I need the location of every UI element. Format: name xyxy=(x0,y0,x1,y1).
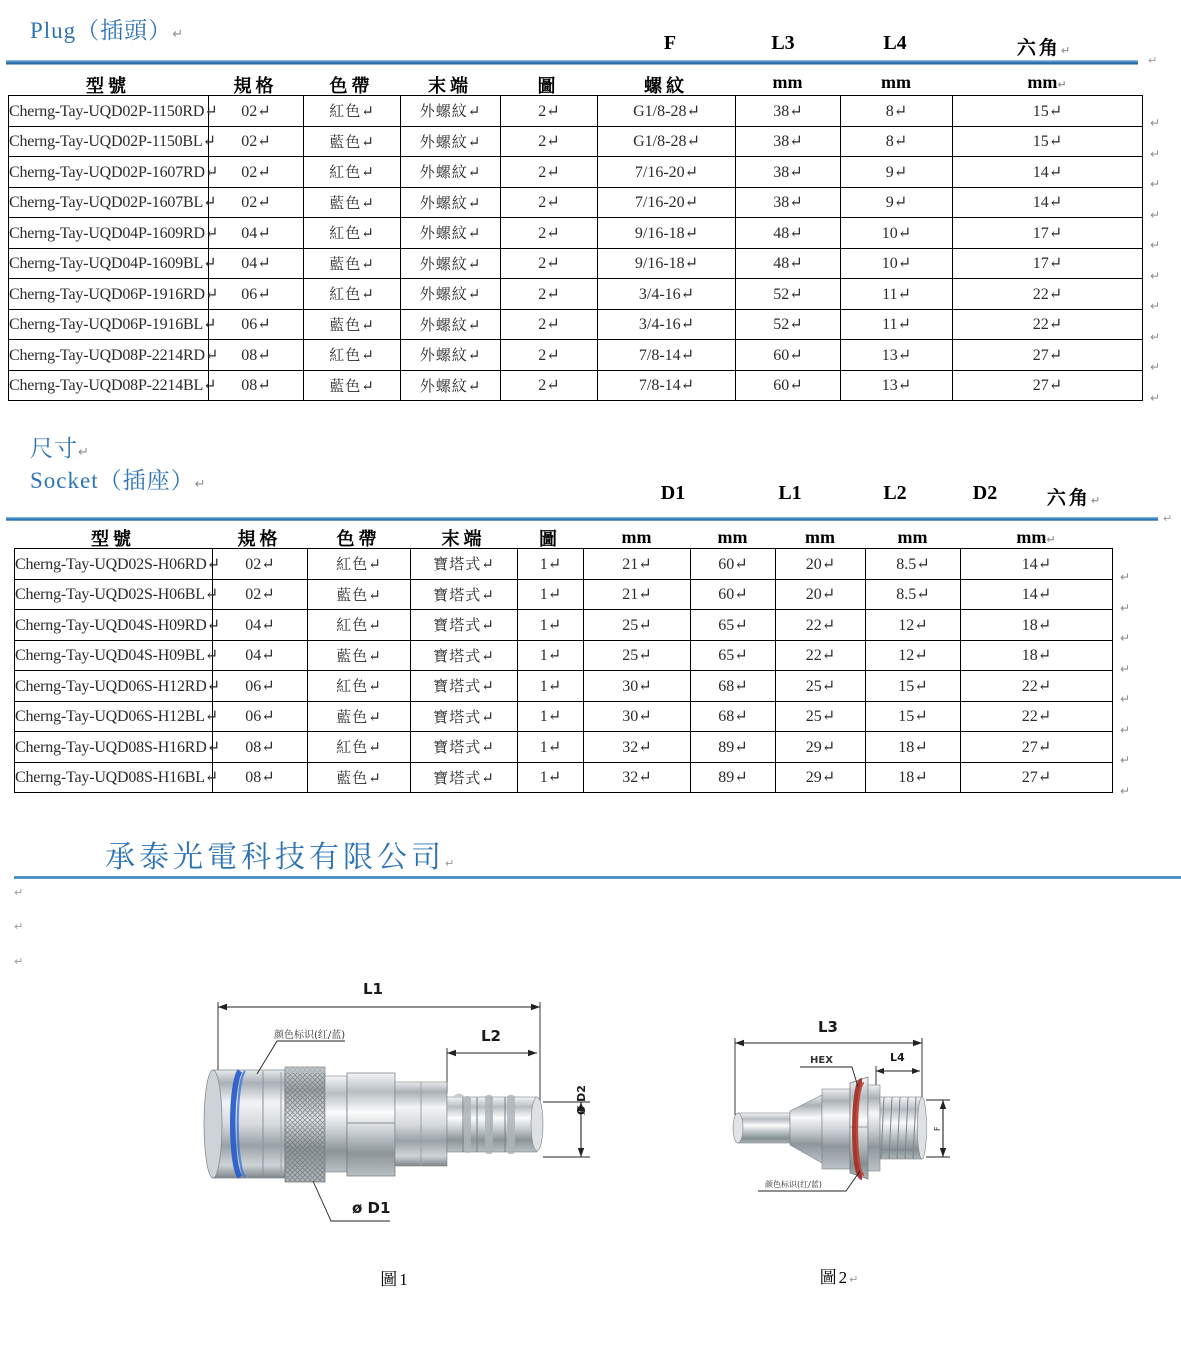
socket-section-title xyxy=(30,462,207,495)
socket-col-header-d1-mm: mm xyxy=(621,527,652,547)
plug-table-row-marks xyxy=(1150,108,1160,413)
socket-group-header-hex xyxy=(1020,483,1130,510)
table-row xyxy=(15,640,1113,671)
cell-l4: 11↵ xyxy=(841,309,953,340)
cell-l3: 52↵ xyxy=(736,309,841,340)
cell-l1: 65↵ xyxy=(691,610,776,641)
pilcrow-mark: ↵ xyxy=(1120,692,1131,707)
cell-l2: 29↵ xyxy=(776,732,866,763)
table-row xyxy=(9,340,1143,371)
cell-spec: 04↵ xyxy=(209,218,304,249)
plug-group-header-hex-text: 六角 xyxy=(1016,38,1061,59)
cell-d2: 18↵ xyxy=(866,732,961,763)
table-row xyxy=(9,248,1143,279)
pilcrow-mark: ↵ xyxy=(1120,722,1131,737)
socket-col-header-l1-mm: mm xyxy=(717,527,748,547)
plug-col-header-hex-mm-text: mm xyxy=(1027,72,1058,92)
cell-color-band: 紅色↵ xyxy=(304,340,401,371)
socket-group-header-d1: D1 xyxy=(660,482,686,504)
cell-spec: 06↵ xyxy=(213,701,308,732)
table-row xyxy=(9,370,1143,401)
plug-table-body xyxy=(9,96,1143,401)
cell-l2: 20↵ xyxy=(776,579,866,610)
cell-model: Cherng-Tay-UQD04S-H09RD↵ xyxy=(15,610,213,641)
cell-l3: 52↵ xyxy=(736,279,841,310)
cell-spec: 02↵ xyxy=(209,126,304,157)
cell-figure-ref: 1↵ xyxy=(518,671,584,702)
cell-thread: 7/16-20↵ xyxy=(598,157,736,188)
figure-2-caption xyxy=(800,1263,880,1288)
cell-color-band: 紅色↵ xyxy=(304,218,401,249)
cell-hex: 22↵ xyxy=(953,279,1143,310)
pilcrow-mark: ↵ xyxy=(1046,533,1056,546)
pilcrow-mark: ↵ xyxy=(1057,78,1067,91)
cell-l1: 65↵ xyxy=(691,640,776,671)
cell-d2: 15↵ xyxy=(866,671,961,702)
figure-2 xyxy=(700,1005,1020,1295)
cell-spec: 02↵ xyxy=(213,549,308,580)
cell-color-band: 紅色↵ xyxy=(308,610,411,641)
cell-figure-ref: 1↵ xyxy=(518,610,584,641)
table-row xyxy=(9,96,1143,127)
cell-figure-ref: 2↵ xyxy=(501,157,598,188)
table-row xyxy=(15,549,1113,580)
pilcrow-mark: ↵ xyxy=(1150,360,1161,375)
pilcrow-mark: ↵ xyxy=(1120,783,1131,798)
cell-end-type: 寶塔式↵ xyxy=(411,640,518,671)
cell-color-band: 藍色↵ xyxy=(308,701,411,732)
pilcrow-mark: ↵ xyxy=(1150,390,1161,405)
plug-col-header-model: 型號 xyxy=(86,76,130,96)
cell-d1: 21↵ xyxy=(584,549,691,580)
cell-hex: 17↵ xyxy=(953,218,1143,249)
pilcrow-mark: ↵ xyxy=(1120,631,1131,646)
cell-hex: 22↵ xyxy=(961,701,1113,732)
cell-model: Cherng-Tay-UQD04P-1609RD↵ xyxy=(9,218,209,249)
figure-1-dim-l1: L1 xyxy=(363,980,383,998)
figure-2-color-note: 颜色标识(红/蓝) xyxy=(765,1180,822,1189)
cell-hex: 27↵ xyxy=(961,732,1113,763)
cell-end-type: 外螺紋↵ xyxy=(401,309,501,340)
cell-d2: 18↵ xyxy=(866,762,961,793)
cell-end-type: 寶塔式↵ xyxy=(411,579,518,610)
cell-d1: 21↵ xyxy=(584,579,691,610)
plug-col-header-l4-mm: mm xyxy=(881,72,911,92)
cell-end-type: 寶塔式↵ xyxy=(411,549,518,580)
cell-color-band: 紅色↵ xyxy=(308,549,411,580)
company-name-text: 承泰光電科技有限公司 xyxy=(105,841,445,874)
cell-spec: 08↵ xyxy=(213,732,308,763)
socket-col-header-l2-mm: mm xyxy=(805,527,835,547)
cell-color-band: 藍色↵ xyxy=(304,126,401,157)
socket-table xyxy=(14,548,1113,793)
cell-color-band: 藍色↵ xyxy=(304,309,401,340)
cell-color-band: 紅色↵ xyxy=(304,279,401,310)
cell-figure-ref: 2↵ xyxy=(501,187,598,218)
cell-thread: 9/16-18↵ xyxy=(598,248,736,279)
cell-hex: 18↵ xyxy=(961,610,1113,641)
cell-d1: 30↵ xyxy=(584,701,691,732)
socket-col-header-hex-mm-text: mm xyxy=(1016,527,1047,547)
cell-model: Cherng-Tay-UQD02P-1150BL↵ xyxy=(9,126,209,157)
cell-hex: 22↵ xyxy=(961,671,1113,702)
cell-l2: 20↵ xyxy=(776,549,866,580)
cell-model: Cherng-Tay-UQD06S-H12BL↵ xyxy=(15,701,213,732)
cell-thread: 3/4-16↵ xyxy=(598,309,736,340)
cell-end-type: 寶塔式↵ xyxy=(411,610,518,641)
cell-thread: 9/16-18↵ xyxy=(598,218,736,249)
table-row xyxy=(15,701,1113,732)
cell-l3: 38↵ xyxy=(736,96,841,127)
pilcrow-mark: ↵ xyxy=(78,445,90,460)
cell-end-type: 寶塔式↵ xyxy=(411,671,518,702)
cell-end-type: 外螺紋↵ xyxy=(401,218,501,249)
cell-l4: 8↵ xyxy=(841,126,953,157)
cell-l4: 8↵ xyxy=(841,96,953,127)
cell-spec: 08↵ xyxy=(209,370,304,401)
pilcrow-mark: ↵ xyxy=(1150,299,1161,314)
plug-col-header-end: 末端 xyxy=(428,76,472,96)
cell-figure-ref: 1↵ xyxy=(518,579,584,610)
pilcrow-mark: ↵ xyxy=(1090,494,1104,507)
cell-hex: 14↵ xyxy=(961,549,1113,580)
cell-end-type: 外螺紋↵ xyxy=(401,126,501,157)
cell-figure-ref: 2↵ xyxy=(501,309,598,340)
cell-d2: 8.5↵ xyxy=(866,579,961,610)
cell-d2: 12↵ xyxy=(866,640,961,671)
table-row xyxy=(15,610,1113,641)
pilcrow-mark: ↵ xyxy=(194,477,207,492)
company-name xyxy=(105,832,458,876)
pilcrow-mark: ↵ xyxy=(1148,54,1158,67)
cell-d2: 8.5↵ xyxy=(866,549,961,580)
figure-1-dim-d2: Ø D2 xyxy=(575,1085,588,1115)
pilcrow-mark: ↵ xyxy=(1120,600,1131,615)
cell-l4: 10↵ xyxy=(841,218,953,249)
cell-d2: 15↵ xyxy=(866,701,961,732)
figure-2-dim-hex: HEX xyxy=(810,1055,833,1066)
cell-l3: 48↵ xyxy=(736,218,841,249)
figure-1 xyxy=(185,975,615,1295)
cell-end-type: 外螺紋↵ xyxy=(401,157,501,188)
cell-l1: 89↵ xyxy=(691,732,776,763)
table-row xyxy=(15,579,1113,610)
cell-end-type: 外螺紋↵ xyxy=(401,96,501,127)
cell-l3: 38↵ xyxy=(736,187,841,218)
cell-model: Cherng-Tay-UQD06P-1916RD↵ xyxy=(9,279,209,310)
cell-model: Cherng-Tay-UQD06S-H12RD↵ xyxy=(15,671,213,702)
cell-l4: 9↵ xyxy=(841,157,953,188)
cell-model: Cherng-Tay-UQD04P-1609BL↵ xyxy=(9,248,209,279)
pilcrow-mark: ↵ xyxy=(1120,661,1131,676)
cell-d1: 32↵ xyxy=(584,732,691,763)
figure-2-dim-l4: L4 xyxy=(890,1051,905,1064)
cell-spec: 06↵ xyxy=(209,279,304,310)
cell-d1: 30↵ xyxy=(584,671,691,702)
cell-thread: 7/8-14↵ xyxy=(598,340,736,371)
cell-end-type: 外螺紋↵ xyxy=(401,340,501,371)
cell-spec: 06↵ xyxy=(209,309,304,340)
cell-model: Cherng-Tay-UQD02P-1607RD↵ xyxy=(9,157,209,188)
pilcrow-mark: ↵ xyxy=(14,886,24,899)
figure-1-drawing xyxy=(185,975,615,1295)
cell-model: Cherng-Tay-UQD08S-H16RD↵ xyxy=(15,732,213,763)
cell-l2: 22↵ xyxy=(776,610,866,641)
socket-title-text: Socket（插座） xyxy=(30,468,195,493)
cell-l1: 60↵ xyxy=(691,549,776,580)
socket-col-header-figure: 圖 xyxy=(539,529,561,549)
cell-hex: 18↵ xyxy=(961,640,1113,671)
table-row xyxy=(9,279,1143,310)
plug-col-header-figure: 圖 xyxy=(537,76,560,96)
cell-l4: 9↵ xyxy=(841,187,953,218)
cell-thread: G1/8-28↵ xyxy=(598,96,736,127)
cell-color-band: 藍色↵ xyxy=(304,248,401,279)
pilcrow-mark: ↵ xyxy=(1150,146,1161,161)
cell-figure-ref: 2↵ xyxy=(501,340,598,371)
pilcrow-mark: ↵ xyxy=(1060,44,1074,57)
table-row xyxy=(9,126,1143,157)
cell-color-band: 紅色↵ xyxy=(308,671,411,702)
cell-l4: 13↵ xyxy=(841,370,953,401)
cell-l2: 29↵ xyxy=(776,762,866,793)
cell-l1: 89↵ xyxy=(691,762,776,793)
plug-group-header-hex xyxy=(980,33,1110,60)
cell-spec: 04↵ xyxy=(209,248,304,279)
plug-group-header-l4: L4 xyxy=(883,32,907,54)
cell-hex: 17↵ xyxy=(953,248,1143,279)
socket-table-body xyxy=(15,549,1113,793)
plug-col-header-spec: 規格 xyxy=(233,76,278,96)
cell-end-type: 外螺紋↵ xyxy=(401,370,501,401)
cell-spec: 02↵ xyxy=(209,157,304,188)
cell-l2: 25↵ xyxy=(776,671,866,702)
socket-header-rule xyxy=(6,517,1158,521)
figure-1-caption: 圖1 xyxy=(380,1270,410,1289)
cell-figure-ref: 1↵ xyxy=(518,732,584,763)
pilcrow-mark: ↵ xyxy=(1150,268,1161,283)
plug-group-header-f: F xyxy=(663,32,677,54)
table-row xyxy=(15,671,1113,702)
plug-title-text: Plug（插頭） xyxy=(30,18,173,43)
figure-2-caption-text: 圖2 xyxy=(819,1268,850,1287)
socket-col-header-d2-mm: mm xyxy=(897,527,928,547)
table-row xyxy=(9,309,1143,340)
cell-l1: 68↵ xyxy=(691,701,776,732)
cell-figure-ref: 1↵ xyxy=(518,549,584,580)
cell-hex: 27↵ xyxy=(961,762,1113,793)
pilcrow-mark: ↵ xyxy=(1150,238,1161,253)
figure-2-dim-l3: L3 xyxy=(818,1018,838,1036)
cell-end-type: 外螺紋↵ xyxy=(401,279,501,310)
cell-color-band: 藍色↵ xyxy=(308,640,411,671)
table-row xyxy=(9,218,1143,249)
cell-hex: 27↵ xyxy=(953,340,1143,371)
cell-l1: 60↵ xyxy=(691,579,776,610)
socket-col-header-end: 末端 xyxy=(441,529,486,549)
cell-figure-ref: 1↵ xyxy=(518,640,584,671)
cell-model: Cherng-Tay-UQD02P-1607BL↵ xyxy=(9,187,209,218)
cell-spec: 02↵ xyxy=(209,187,304,218)
cell-figure-ref: 2↵ xyxy=(501,126,598,157)
figure-2-drawing xyxy=(700,1005,1020,1295)
plug-col-header-band: 色帶 xyxy=(329,76,374,96)
cell-figure-ref: 2↵ xyxy=(501,279,598,310)
cell-model: Cherng-Tay-UQD02S-H06RD↵ xyxy=(15,549,213,580)
cell-color-band: 紅色↵ xyxy=(304,157,401,188)
cell-figure-ref: 2↵ xyxy=(501,218,598,249)
plug-group-header-l3: L3 xyxy=(771,32,795,54)
plug-col-header-hex-mm xyxy=(952,72,1142,93)
figure-2-dim-f: F xyxy=(933,1126,942,1131)
cell-l4: 11↵ xyxy=(841,279,953,310)
cell-hex: 27↵ xyxy=(953,370,1143,401)
cell-hex: 14↵ xyxy=(961,579,1113,610)
cell-model: Cherng-Tay-UQD04S-H09BL↵ xyxy=(15,640,213,671)
cell-thread: 7/16-20↵ xyxy=(598,187,736,218)
table-row xyxy=(9,187,1143,218)
cell-l2: 22↵ xyxy=(776,640,866,671)
plug-col-header-thread: 螺紋 xyxy=(644,76,688,96)
socket-col-header-band: 色帶 xyxy=(336,529,381,549)
dimension-label xyxy=(30,430,90,463)
socket-col-header-hex-mm xyxy=(960,527,1112,548)
cell-color-band: 藍色↵ xyxy=(304,187,401,218)
cell-l3: 38↵ xyxy=(736,126,841,157)
cell-model: Cherng-Tay-UQD06P-1916BL↵ xyxy=(9,309,209,340)
cell-d2: 12↵ xyxy=(866,610,961,641)
plug-header-rule xyxy=(6,60,1138,65)
cell-model: Cherng-Tay-UQD08P-2214RD↵ xyxy=(9,340,209,371)
cell-figure-ref: 2↵ xyxy=(501,96,598,127)
pilcrow-mark: ↵ xyxy=(1150,177,1161,192)
socket-col-header-spec: 規格 xyxy=(237,529,282,549)
cell-thread: 3/4-16↵ xyxy=(598,279,736,310)
cell-figure-ref: 1↵ xyxy=(518,701,584,732)
cell-l3: 38↵ xyxy=(736,157,841,188)
cell-figure-ref: 2↵ xyxy=(501,370,598,401)
cell-model: Cherng-Tay-UQD02P-1150RD↵ xyxy=(9,96,209,127)
cell-hex: 14↵ xyxy=(953,157,1143,188)
cell-figure-ref: 2↵ xyxy=(501,248,598,279)
cell-color-band: 藍色↵ xyxy=(308,762,411,793)
cell-hex: 14↵ xyxy=(953,187,1143,218)
figure-1-dim-l2: L2 xyxy=(481,1027,501,1045)
cell-l4: 13↵ xyxy=(841,340,953,371)
pilcrow-mark: ↵ xyxy=(14,920,24,933)
pilcrow-mark: ↵ xyxy=(1120,570,1131,585)
cell-color-band: 藍色↵ xyxy=(304,370,401,401)
cell-hex: 15↵ xyxy=(953,126,1143,157)
plug-col-header-l3-mm: mm xyxy=(772,72,803,92)
cell-d1: 25↵ xyxy=(584,640,691,671)
cell-model: Cherng-Tay-UQD02S-H06BL↵ xyxy=(15,579,213,610)
cell-spec: 02↵ xyxy=(213,579,308,610)
cell-end-type: 寶塔式↵ xyxy=(411,732,518,763)
cell-d1: 25↵ xyxy=(584,610,691,641)
cell-l3: 48↵ xyxy=(736,248,841,279)
cell-end-type: 外螺紋↵ xyxy=(401,187,501,218)
pilcrow-mark: ↵ xyxy=(1150,116,1161,131)
pilcrow-mark: ↵ xyxy=(1120,753,1131,768)
table-row xyxy=(9,157,1143,188)
plug-section-title xyxy=(30,12,184,45)
cell-figure-ref: 1↵ xyxy=(518,762,584,793)
cell-thread: G1/8-28↵ xyxy=(598,126,736,157)
cell-model: Cherng-Tay-UQD08S-H16BL↵ xyxy=(15,762,213,793)
socket-group-header-d2: D2 xyxy=(972,482,998,504)
cell-hex: 15↵ xyxy=(953,96,1143,127)
cell-spec: 04↵ xyxy=(213,640,308,671)
cell-color-band: 紅色↵ xyxy=(308,732,411,763)
cell-end-type: 寶塔式↵ xyxy=(411,762,518,793)
cell-l2: 25↵ xyxy=(776,701,866,732)
cell-model: Cherng-Tay-UQD08P-2214BL↵ xyxy=(9,370,209,401)
socket-group-header-hex-text: 六角 xyxy=(1046,488,1091,509)
pilcrow-mark: ↵ xyxy=(1150,329,1161,344)
pilcrow-mark: ↵ xyxy=(14,955,24,968)
cell-color-band: 紅色↵ xyxy=(304,96,401,127)
socket-table-row-marks xyxy=(1120,562,1130,806)
cell-spec: 08↵ xyxy=(209,340,304,371)
cell-color-band: 藍色↵ xyxy=(308,579,411,610)
company-rule xyxy=(14,876,1181,879)
cell-end-type: 寶塔式↵ xyxy=(411,701,518,732)
cell-l1: 68↵ xyxy=(691,671,776,702)
cell-d1: 32↵ xyxy=(584,762,691,793)
socket-group-header-l2: L2 xyxy=(883,482,907,504)
pilcrow-mark: ↵ xyxy=(1163,512,1173,525)
plug-table xyxy=(8,95,1143,401)
dimension-label-text: 尺寸 xyxy=(30,436,78,461)
cell-hex: 22↵ xyxy=(953,309,1143,340)
cell-spec: 02↵ xyxy=(209,96,304,127)
pilcrow-mark: ↵ xyxy=(445,857,459,870)
cell-spec: 04↵ xyxy=(213,610,308,641)
pilcrow-mark: ↵ xyxy=(1150,207,1161,222)
figure-1-color-note: 颜色标识(红/蓝) xyxy=(274,1030,346,1041)
table-row xyxy=(15,732,1113,763)
socket-group-header-l1: L1 xyxy=(778,482,802,504)
table-row xyxy=(15,762,1113,793)
cell-l3: 60↵ xyxy=(736,340,841,371)
cell-l4: 10↵ xyxy=(841,248,953,279)
cell-spec: 06↵ xyxy=(213,671,308,702)
cell-end-type: 外螺紋↵ xyxy=(401,248,501,279)
cell-spec: 08↵ xyxy=(213,762,308,793)
pilcrow-mark: ↵ xyxy=(849,1273,861,1286)
cell-l3: 60↵ xyxy=(736,370,841,401)
figure-1-dim-d1: ø D1 xyxy=(352,1199,391,1217)
pilcrow-mark: ↵ xyxy=(172,27,185,42)
socket-col-header-model: 型號 xyxy=(91,529,135,549)
cell-thread: 7/8-14↵ xyxy=(598,370,736,401)
